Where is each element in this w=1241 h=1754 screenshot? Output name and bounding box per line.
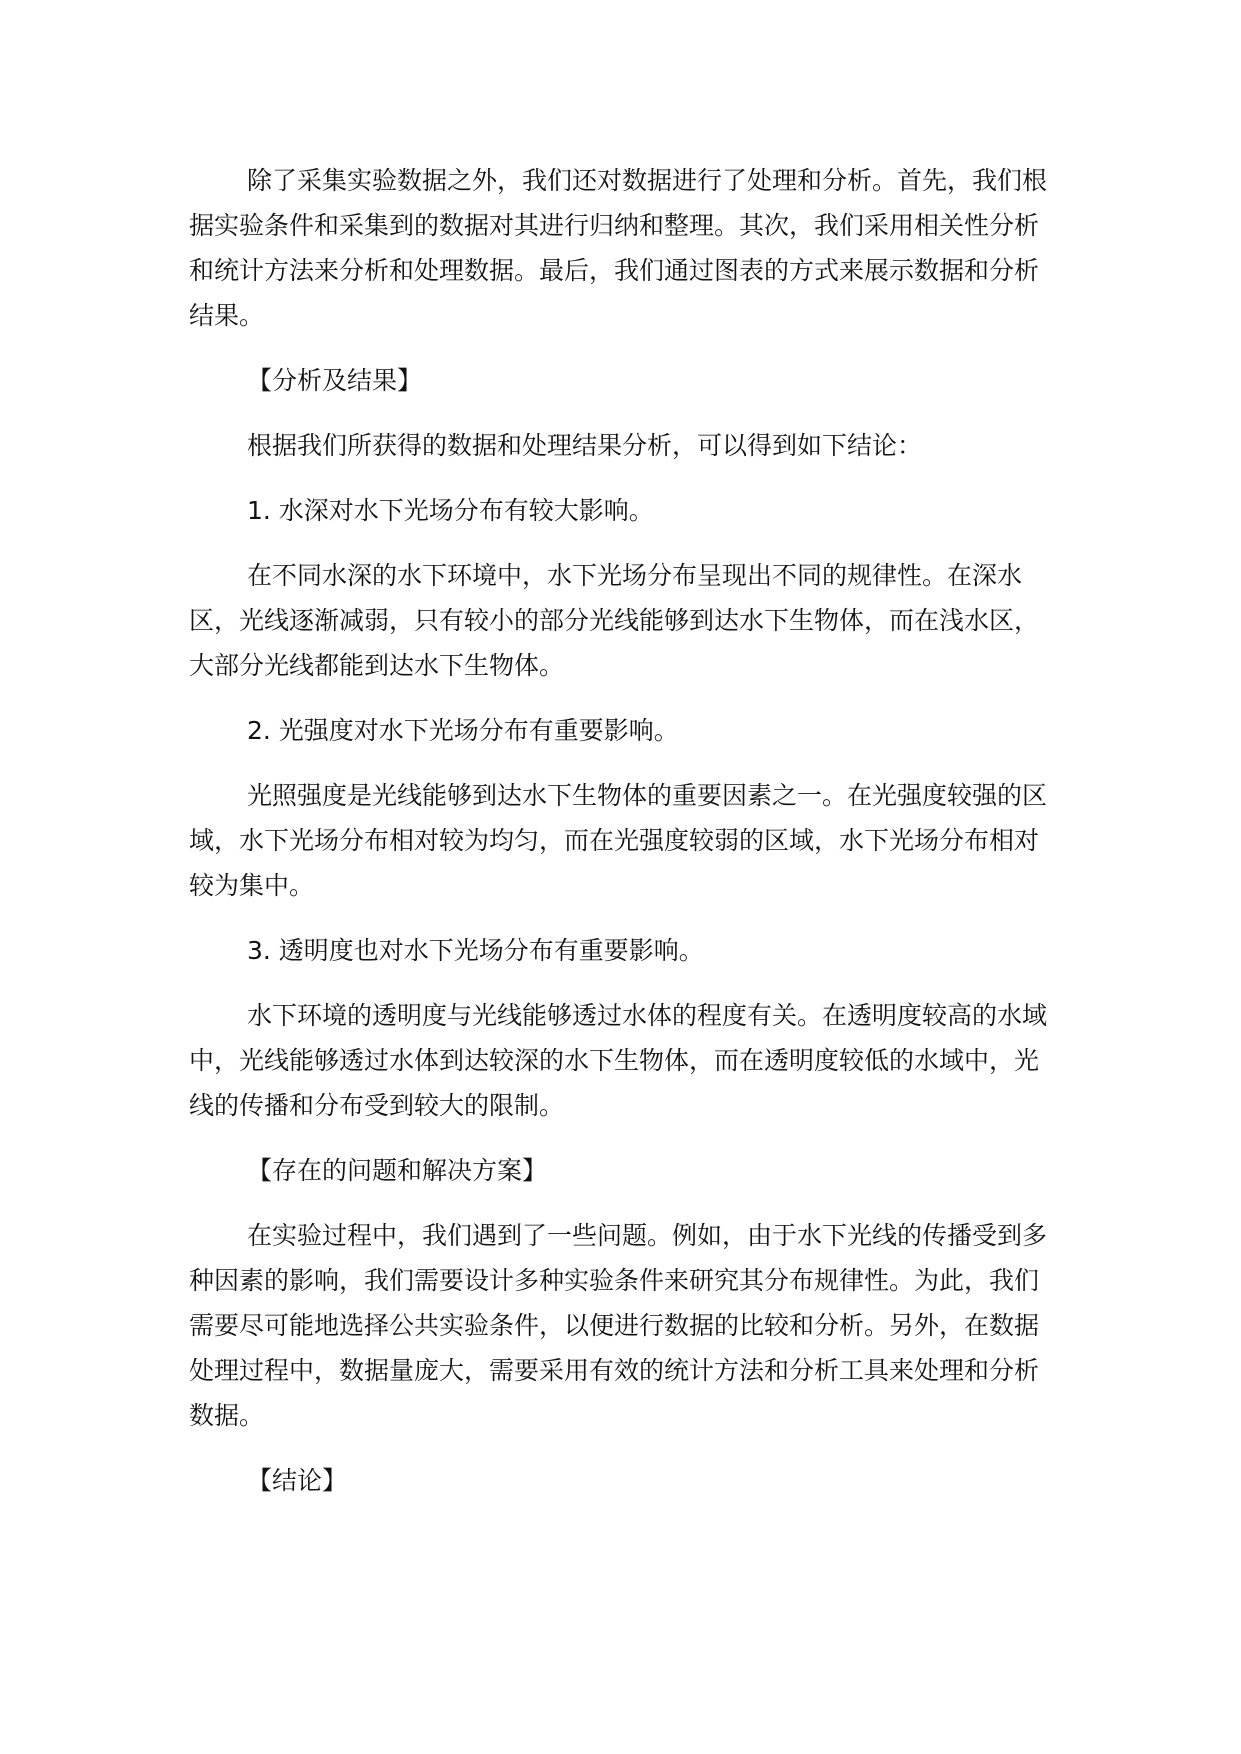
list-item-light-intensity: 2. 光强度对水下光场分布有重要影响。 xyxy=(247,716,679,745)
paragraph-water-depth: 在不同水深的水下环境中，水下光场分布呈现出不同的规律性。在深水区，光线逐渐减弱，只有较小的部分光线能够到达水下生物体，而在浅水区，大部分光线都能到达水下生物体。 xyxy=(189,561,1040,680)
list-item-transparency: 3. 透明度也对水下光场分布有重要影响。 xyxy=(247,936,704,965)
paragraph-problems: 在实验过程中，我们遇到了一些问题。例如，由于水下光线的传播受到多种因素的影响，我们需要设计多种实验条件来研究其分布规律性。为此，我们需要尽可能地选择公共实验条件，以便进行数据的比较和分析。另外，在数据处理过程中，数据量庞大，需要采用有效的统计方法和分析工具来处理和分析数据。 xyxy=(189,1221,1048,1430)
heading-conclusion: 【结论】 xyxy=(247,1466,348,1495)
paragraph-data-processing: 除了采集实验数据之外，我们还对数据进行了处理和分析。首先，我们根据实验条件和采集到的数据对其进行归纳和整理。其次，我们采用相关性分析和统计方法来分析和处理数据。最后，我们通过图表的方式来展示数据和分析结果。 xyxy=(189,166,1048,330)
heading-problems-solutions: 【存在的问题和解决方案】 xyxy=(247,1156,548,1185)
heading-analysis-results: 【分析及结果】 xyxy=(247,366,423,395)
paragraph-conclusions-intro: 根据我们所获得的数据和处理结果分析，可以得到如下结论： xyxy=(247,431,923,460)
paragraph-transparency: 水下环境的透明度与光线能够透过水体的程度有关。在透明度较高的水域中，光线能够透过水体到达较深的水下生物体，而在透明度较低的水域中，光线的传播和分布受到较大的限制。 xyxy=(189,1001,1048,1120)
document-body xyxy=(189,158,1049,1523)
paragraph-light-intensity: 光照强度是光线能够到达水下生物体的重要因素之一。在光强度较强的区域，水下光场分布相对较为均匀，而在光强度较弱的区域，水下光场分布相对较为集中。 xyxy=(189,781,1048,900)
list-item-water-depth: 1. 水深对水下光场分布有较大影响。 xyxy=(247,496,654,525)
